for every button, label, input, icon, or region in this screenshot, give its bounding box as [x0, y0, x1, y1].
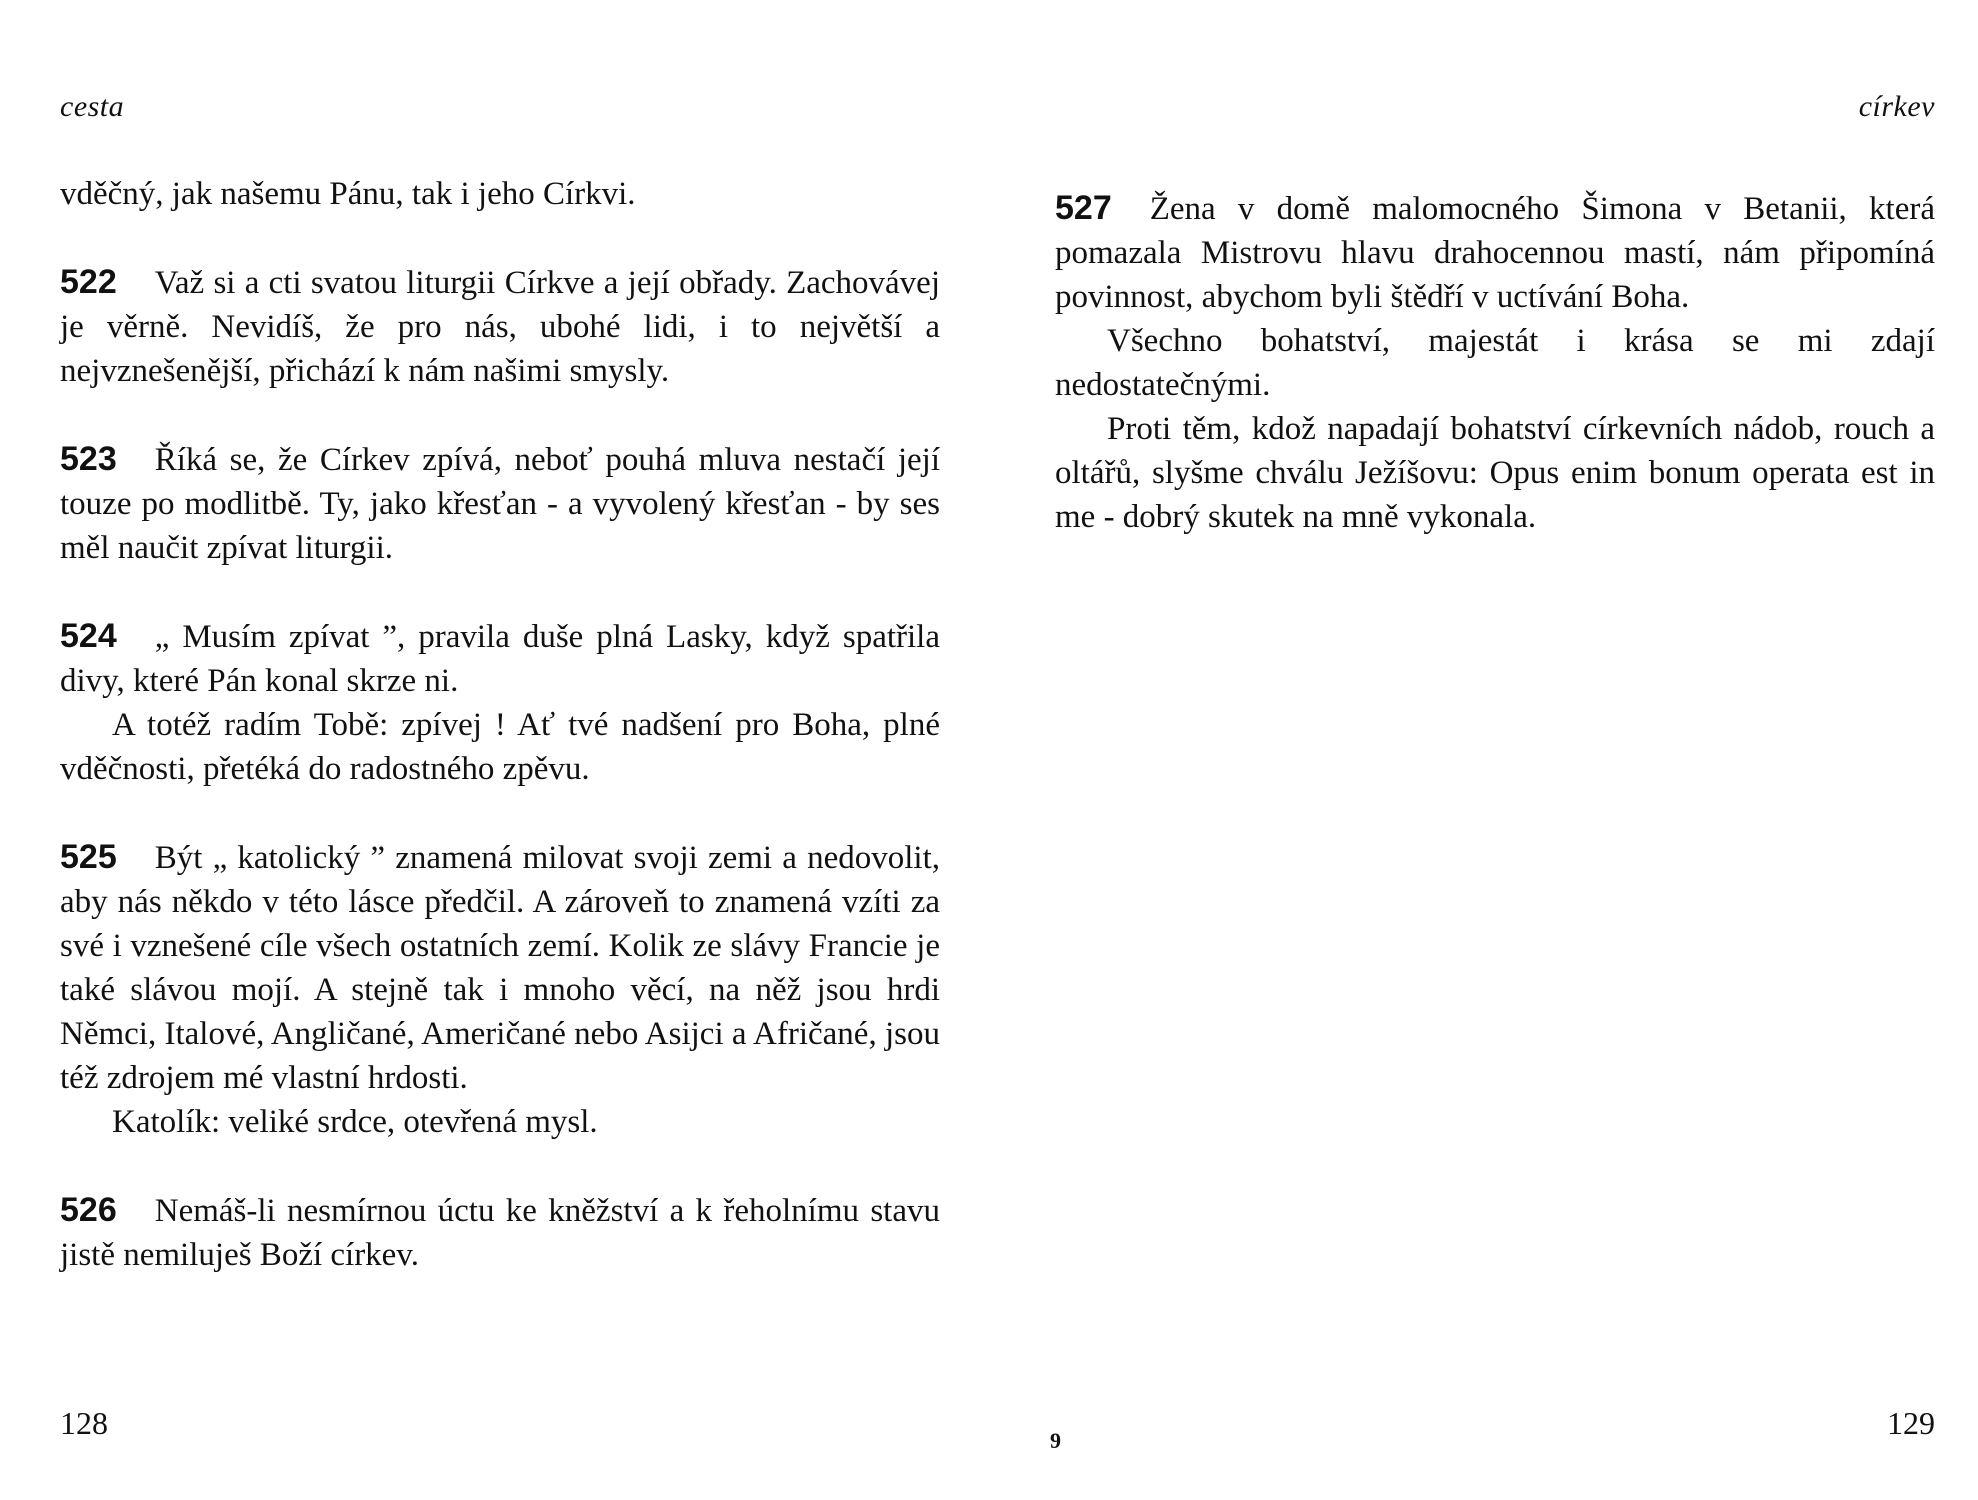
- entry-paragraph: Katolík: veliké srdce, otevřená mysl.: [112, 1104, 598, 1140]
- entry-number: 527: [1055, 189, 1112, 227]
- entry-number: 522: [60, 263, 117, 301]
- entry-523: [60, 437, 940, 570]
- left-running-head: cesta: [60, 90, 125, 123]
- left-page-number: 128: [60, 1405, 108, 1441]
- entry-text: Nemáš-li nesmírnou úctu ke kněžství a k řeholnímu stavu jistě nemiluješ Boží církev.: [60, 1193, 940, 1273]
- signature-mark: 9: [1050, 1428, 1061, 1453]
- entry-number: 525: [60, 838, 117, 876]
- entry-number: 524: [60, 617, 117, 655]
- entry-paragraph: Všechno bohatství, majestát i krása se mi zdají nedostatečnými.: [1055, 323, 1935, 403]
- entry-525: [60, 835, 940, 1144]
- entry-526: [60, 1188, 940, 1277]
- entry-524: [60, 614, 940, 791]
- left-page: [60, 0, 940, 1500]
- entry-number: 523: [60, 440, 117, 478]
- entry-text: Žena v domě malomocného Šimona v Betanii, která pomazala Mistrovu hlavu drahocennou mastí, nám připomíná povinnost, abychom byli štědří v uctívání Boha.: [1055, 191, 1935, 315]
- entry-number: 526: [60, 1191, 117, 1229]
- continuation-text: vděčný, jak našemu Pánu, tak i jeho Církvi.: [60, 176, 636, 212]
- right-text-block: [1055, 186, 1935, 583]
- entry-text: Říká se, že Církev zpívá, neboť pouhá mluva nestačí její touze po modlitbě. Ty, jako křesťan - a vyvolený křesťan - by ses měl naučit zpívat liturgii.: [60, 442, 940, 566]
- entry-527: [1055, 186, 1935, 539]
- left-text-block: [60, 172, 940, 1321]
- entry-text: „ Musím zpívat ”, pravila duše plná Lasky, když spatřila divy, které Pán konal skrze ni.: [60, 619, 940, 699]
- entry-text: Být „ katolický ” znamená milovat svoji zemi a nedovolit, aby nás někdo v této lásce předčil. A zároveň to znamená vzíti za své i vznešené cíle všech ostatních zemí. Kolik ze slávy Francie je také slávou mojí. A stejně tak i mnoho věcí, na něž jsou hrdi Němci, Italové, Angličané, Američané nebo Asijci a Afričané, jsou též zdrojem mé vlastní hrdosti.: [60, 840, 940, 1096]
- entry-paragraph: A totéž radím Tobě: zpívej ! Ať tvé nadšení pro Boha, plné vděčnosti, přetéká do radostného zpěvu.: [60, 707, 940, 787]
- entry-text: Važ si a cti svatou liturgii Církve a její obřady. Zachovávej je věrně. Nevidíš, že pro nás, ubohé lidi, i to největší a nejvznešenější, přichází k nám našimi smysly.: [60, 265, 940, 389]
- right-page: [1055, 0, 1935, 1500]
- entry-522: [60, 260, 940, 393]
- right-page-number: 129: [1887, 1405, 1935, 1441]
- right-running-head: církev: [1858, 90, 1935, 123]
- entry-paragraph: Proti těm, kdož napadají bohatství církevních nádob, rouch a oltářů, slyšme chválu Ježíšovu: Opus enim bonum operata est in me - dobrý skutek na mně vykonala.: [1055, 411, 1935, 535]
